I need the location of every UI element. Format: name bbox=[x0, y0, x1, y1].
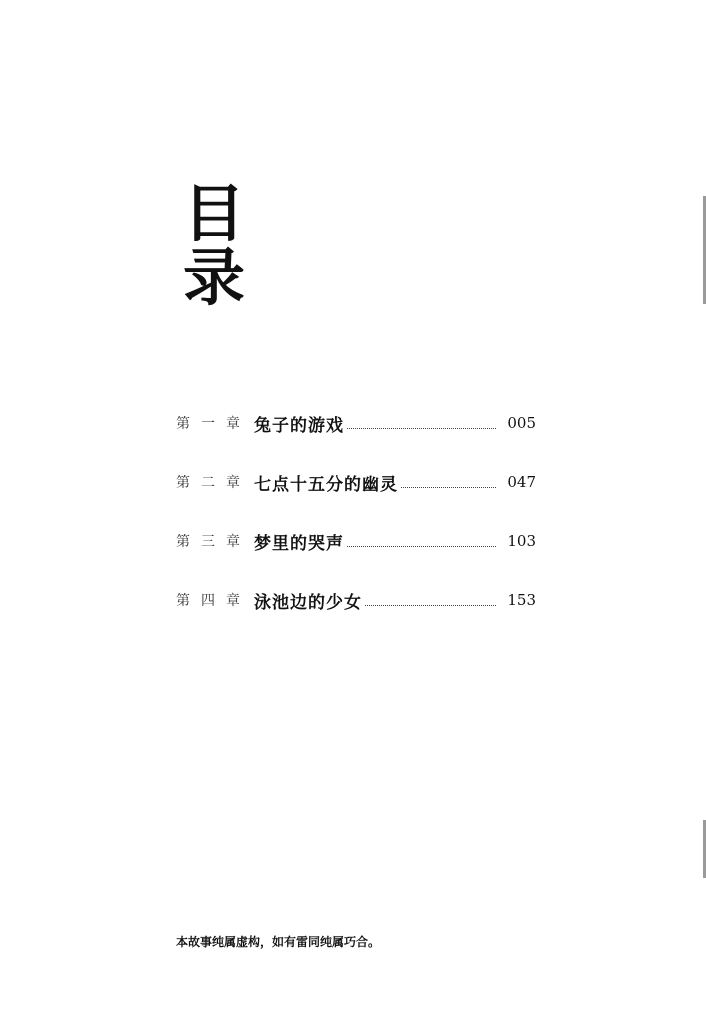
dot-leader bbox=[365, 605, 496, 606]
chapter-label: 第四章 bbox=[176, 593, 251, 609]
dot-leader bbox=[347, 428, 496, 429]
title-char-2: 录 bbox=[182, 241, 245, 314]
page-number: 153 bbox=[507, 591, 536, 609]
page-number: 103 bbox=[507, 532, 536, 550]
page-number: 047 bbox=[507, 473, 536, 491]
toc-entry[interactable] bbox=[176, 467, 536, 497]
dot-leader bbox=[401, 487, 496, 488]
dot-leader bbox=[347, 546, 496, 547]
disclaimer-note: 本故事纯属虚构，如有雷同纯属巧合。 bbox=[176, 935, 381, 949]
page-number: 005 bbox=[507, 414, 536, 432]
page-title bbox=[178, 177, 250, 314]
chapter-label: 第一章 bbox=[176, 416, 251, 432]
title-char-1: 目 bbox=[182, 177, 245, 250]
chapter-label: 第三章 bbox=[176, 534, 251, 550]
toc-entry[interactable] bbox=[176, 408, 536, 438]
toc-entry[interactable] bbox=[176, 526, 536, 556]
chapter-title: 泳池边的少女 bbox=[254, 592, 362, 613]
chapter-title: 梦里的哭声 bbox=[254, 533, 344, 554]
chapter-title: 七点十五分的幽灵 bbox=[254, 474, 398, 495]
chapter-label: 第二章 bbox=[176, 475, 251, 491]
chapter-title: 兔子的游戏 bbox=[254, 415, 344, 436]
toc-entry[interactable] bbox=[176, 585, 536, 615]
table-of-contents bbox=[176, 408, 536, 644]
